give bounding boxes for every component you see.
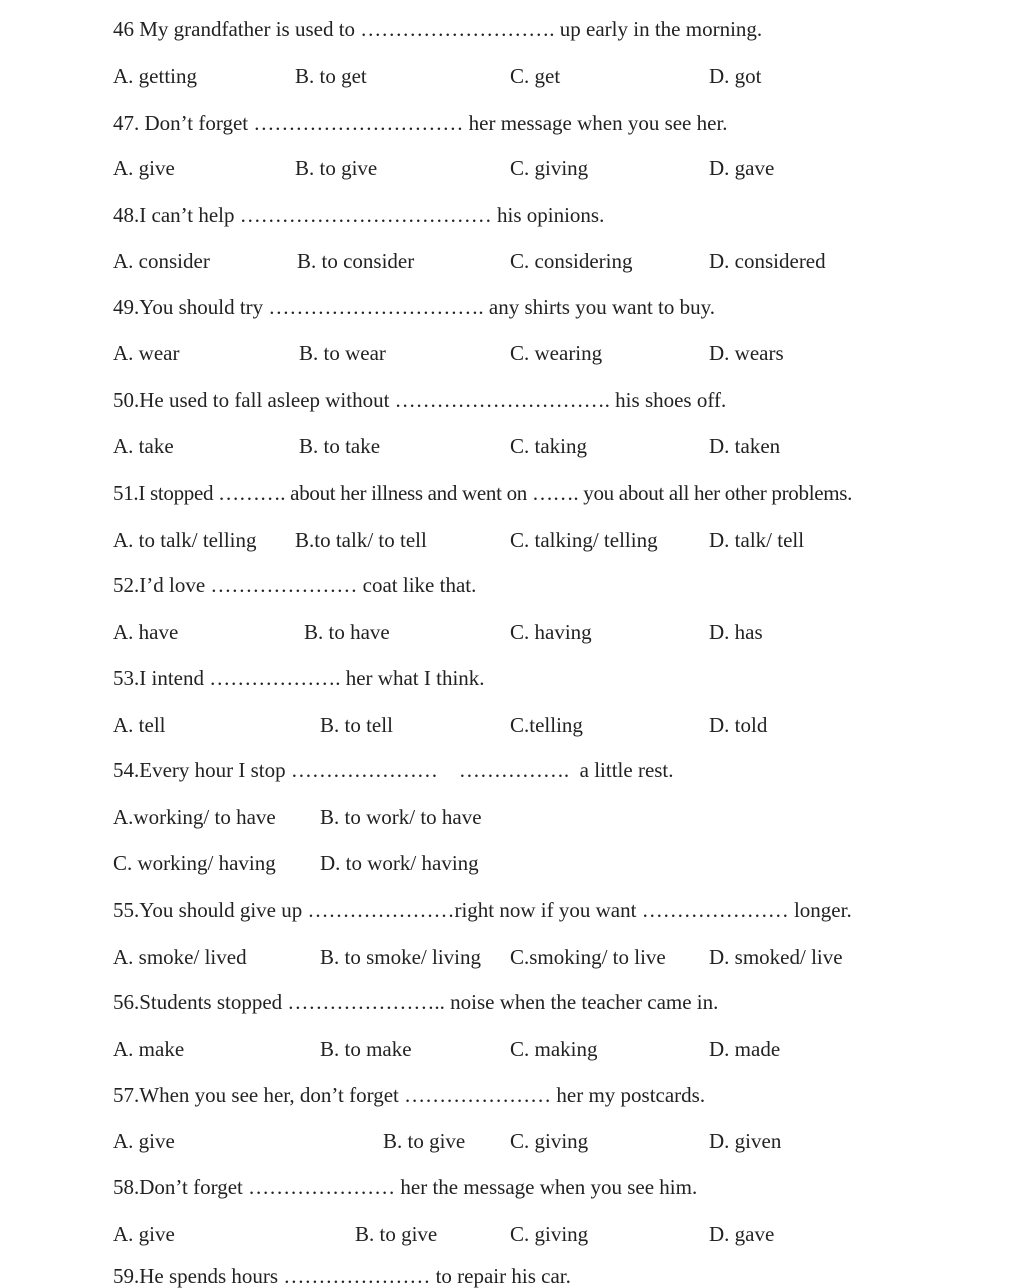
question-50-option-c: C. taking <box>510 434 587 458</box>
question-49-option-b: B. to wear <box>299 341 386 365</box>
question-49-option-c: C. wearing <box>510 341 603 365</box>
question-53-option-b: B. to tell <box>320 713 393 737</box>
question-58-option-a: A. give <box>113 1222 175 1246</box>
question-55-option-a: A. smoke/ lived <box>113 945 247 969</box>
question-48-option-a: A. consider <box>113 249 210 273</box>
question-50-stem: 50.He used to fall asleep without …………………………. his shoes off. <box>113 388 727 412</box>
question-53-option-a: A. tell <box>113 713 166 737</box>
question-54-option-d: D. to work/ having <box>320 851 479 875</box>
question-58-option-c: C. giving <box>510 1222 589 1246</box>
question-52-option-d: D. has <box>709 620 763 644</box>
question-58-option-d: D. gave <box>709 1222 775 1246</box>
question-54-option-a: A.working/ to have <box>113 805 276 829</box>
question-48-option-d: D. considered <box>709 249 826 273</box>
question-46-option-b: B. to get <box>295 64 367 88</box>
question-51-option-a: A. to talk/ telling <box>113 528 257 552</box>
question-56-stem: 56.Students stopped ………………….. noise when the teacher came in. <box>113 990 719 1014</box>
question-52-option-b: B. to have <box>304 620 390 644</box>
question-50-option-b: B. to take <box>299 434 381 458</box>
question-55-option-d: D. smoked/ live <box>709 945 843 969</box>
question-48-option-b: B. to consider <box>297 249 415 273</box>
question-55-option-b: B. to smoke/ living <box>320 945 482 969</box>
question-57-option-d: D. given <box>709 1129 782 1153</box>
question-46-option-a: A. getting <box>113 64 197 88</box>
question-47-option-a: A. give <box>113 156 175 180</box>
question-59-stem: 59.He spends hours ………………… to repair his car. <box>113 1264 571 1288</box>
question-56-option-d: D. made <box>709 1037 781 1061</box>
question-53-stem: 53.I intend ………………. her what I think. <box>113 666 485 690</box>
question-52-option-c: C. having <box>510 620 592 644</box>
question-48-option-c: C. considering <box>510 249 633 273</box>
question-50-option-d: D. taken <box>709 434 781 458</box>
question-48-stem: 48.I can’t help ……………………………… his opinions. <box>113 203 605 227</box>
question-58-option-b: B. to give <box>355 1222 438 1246</box>
question-56-option-a: A. make <box>113 1037 185 1061</box>
question-51-option-b: B.to talk/ to tell <box>295 528 427 552</box>
question-49-stem: 49.You should try …………………………. any shirts you want to buy. <box>113 295 716 319</box>
question-47-option-b: B. to give <box>295 156 378 180</box>
question-47-stem: 47. Don’t forget ………………………… her message when you see her. <box>113 111 728 135</box>
question-49-option-d: D. wears <box>709 341 784 365</box>
question-52-option-a: A. have <box>113 620 179 644</box>
question-55-stem: 55.You should give up …………………right now if you want ………………… longer. <box>113 898 852 922</box>
question-54-stem: 54.Every hour I stop ………………… ……………. a little rest. <box>113 758 674 782</box>
question-54-option-c: C. working/ having <box>113 851 276 875</box>
question-55-option-c: C.smoking/ to live <box>510 945 666 969</box>
question-46-stem: 46 My grandfather is used to ………………………. up early in the morning. <box>113 17 763 41</box>
question-56-option-b: B. to make <box>320 1037 412 1061</box>
question-54-option-b: B. to work/ to have <box>320 805 482 829</box>
question-46-option-d: D. got <box>709 64 762 88</box>
question-46-option-c: C. get <box>510 64 561 88</box>
question-47-option-c: C. giving <box>510 156 589 180</box>
question-50-option-a: A. take <box>113 434 174 458</box>
question-57-option-a: A. give <box>113 1129 175 1153</box>
question-53-option-c: C.telling <box>510 713 583 737</box>
question-51-option-c: C. talking/ telling <box>510 528 658 552</box>
question-52-stem: 52.I’d love ………………… coat like that. <box>113 573 477 597</box>
question-49-option-a: A. wear <box>113 341 180 365</box>
question-57-option-b: B. to give <box>383 1129 466 1153</box>
question-58-stem: 58.Don’t forget ………………… her the message when you see him. <box>113 1175 698 1199</box>
question-53-option-d: D. told <box>709 713 768 737</box>
question-51-stem: 51.I stopped ………. about her illness and went on ……. you about all her other problems. <box>113 481 853 505</box>
question-56-option-c: C. making <box>510 1037 598 1061</box>
question-47-option-d: D. gave <box>709 156 775 180</box>
question-57-stem: 57.When you see her, don’t forget ………………… her my postcards. <box>113 1083 706 1107</box>
question-51-option-d: D. talk/ tell <box>709 528 805 552</box>
question-57-option-c: C. giving <box>510 1129 589 1153</box>
